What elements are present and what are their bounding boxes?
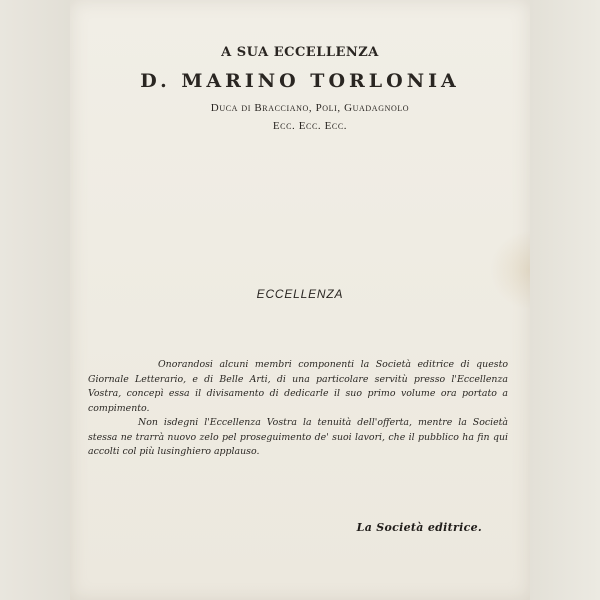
paragraph-1: Onorandosi alcuni membri componenti la Società editrice di questo Giornale Letterario, e di Belle Arti, di una particolare servitù presso l'Eccellenza Vostra, concepì essa il divisamento di dedicarle il suo primo volume ora portato a compimento.	[88, 359, 508, 414]
paragraph-2: Non isdegni l'Eccellenza Vostra la tenuità dell'offerta, mentre la Società stessa ne trarrà nuovo zelo pel proseguimento de' suoi lavori, che il pubblico ha fin qui accolti col più lusinghiero applauso.	[88, 417, 508, 457]
scan-background-right	[530, 0, 600, 600]
honorifics: Ecc. Ecc. Ecc.	[272, 120, 348, 132]
dedication-line: A SUA ECCELLENZA	[221, 45, 379, 60]
letter-body	[88, 358, 508, 460]
recipient-title: Duca di Bracciano, Poli, Guadagnolo	[210, 102, 410, 114]
signature: La Società editrice.	[356, 521, 482, 534]
salutation-heading: ECCELLENZA	[256, 287, 344, 301]
document-page	[70, 0, 530, 600]
recipient-name: D. MARINO TORLONIA	[140, 70, 460, 92]
scan-background-left	[0, 0, 70, 600]
